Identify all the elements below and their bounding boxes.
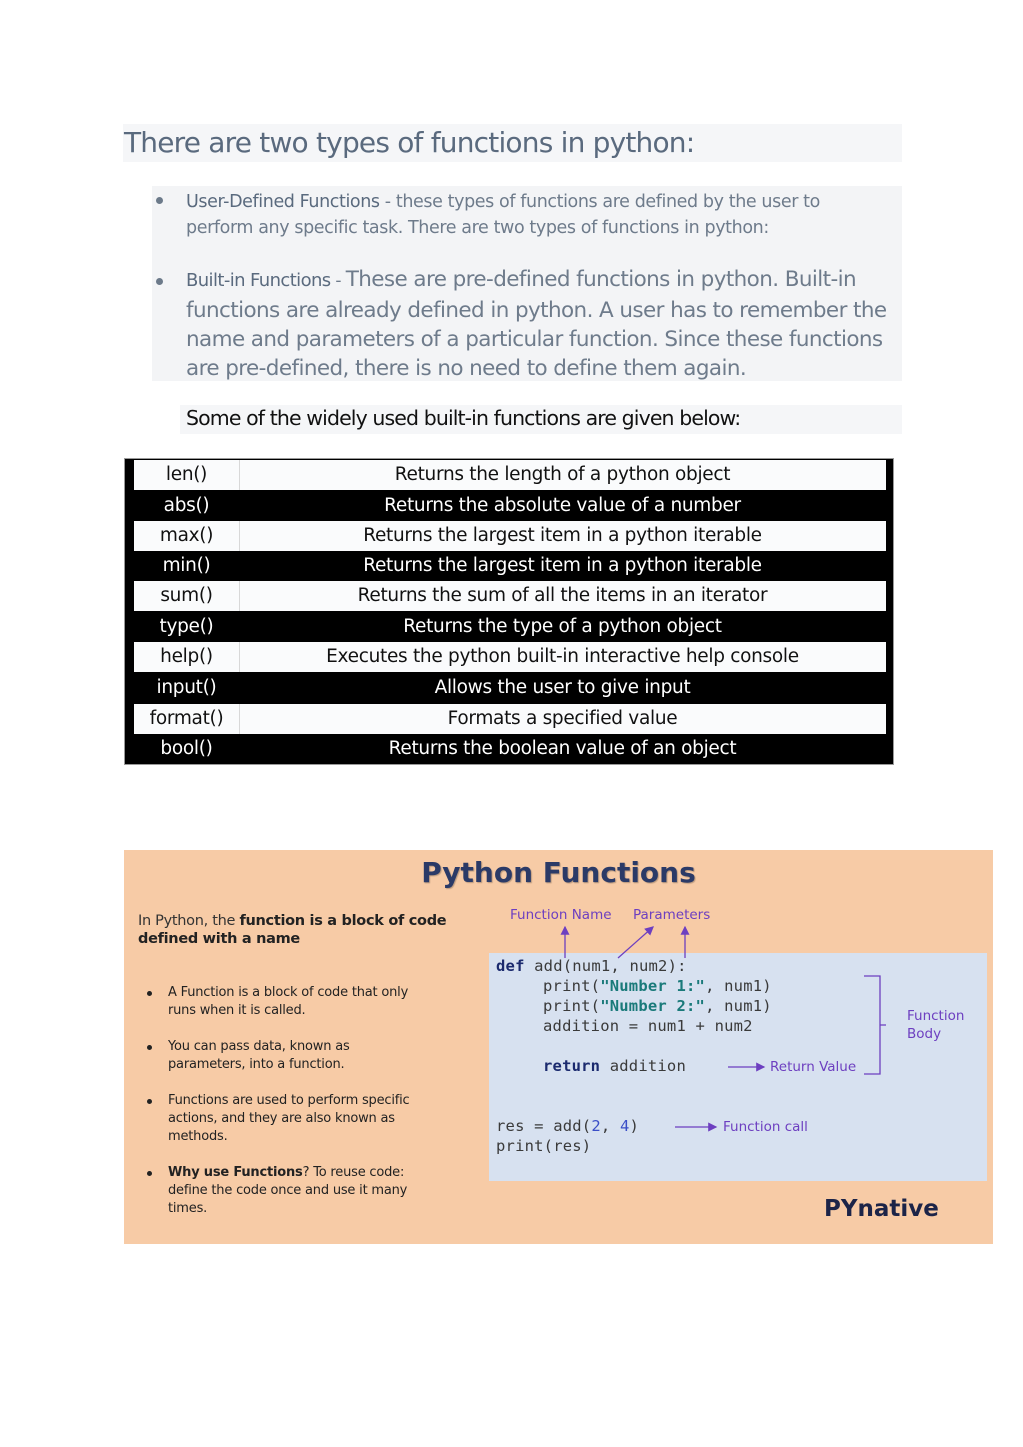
label-function-name: Function Name xyxy=(510,907,612,923)
bullet-text: these types of functions are defined by the user to perform any specific task. There are two types of functions in python: xyxy=(186,192,820,238)
function-name: bool() xyxy=(160,738,213,759)
code-fn: print( xyxy=(543,977,601,995)
infographic-title: Python Functions xyxy=(421,856,696,889)
code-res-mid: , xyxy=(600,1117,620,1135)
function-name: len() xyxy=(134,460,240,490)
function-desc: Returns the largest item in a python iterable xyxy=(363,555,762,576)
code-fn: print( xyxy=(543,997,601,1015)
table-row xyxy=(134,491,886,521)
intro-bold: function is a block of code defined with a name xyxy=(138,913,447,947)
function-desc: Returns the type of a python object xyxy=(403,616,722,637)
bullet-term: Built-in Functions xyxy=(186,270,331,291)
bullet-text: These are pre-defined functions in python. Built-in functions are already defined in python. A user has to remember the name and parameters of a particular function. Since these functions are pre-defined, there is no need to define them again. xyxy=(186,267,887,381)
table-row xyxy=(134,521,886,551)
keyword-def: def xyxy=(496,957,525,975)
function-name: sum() xyxy=(134,581,240,611)
code-return-rest: addition xyxy=(600,1057,686,1075)
bullet-dot xyxy=(156,197,163,204)
label-parameters: Parameters xyxy=(633,907,711,923)
point-text: You can pass data, known as parameters, into a function. xyxy=(168,1039,350,1072)
function-name: max() xyxy=(134,521,240,551)
function-name: type() xyxy=(159,616,214,637)
function-desc: Returns the length of a python object xyxy=(394,464,731,485)
label-function-body-1: Function xyxy=(907,1008,965,1024)
python-functions-infographic xyxy=(124,850,993,1244)
bullet-user-defined xyxy=(186,189,891,241)
functions-table xyxy=(124,458,894,765)
bullet-built-in xyxy=(186,265,891,383)
function-name: min() xyxy=(162,555,211,576)
function-desc: Executes the python built-in interactive help console xyxy=(326,646,799,667)
code-rest: , num1) xyxy=(705,997,772,1015)
intro-plain: In Python, the xyxy=(138,913,240,929)
function-desc: Allows the user to give input xyxy=(434,677,691,698)
function-name: format() xyxy=(134,704,240,734)
code-string: "Number 1:" xyxy=(600,977,706,995)
table-row xyxy=(134,581,886,611)
label-function-call: Function call xyxy=(723,1119,808,1135)
code-res-post: ) xyxy=(629,1117,640,1135)
function-desc: Returns the largest item in a python iterable xyxy=(363,525,762,546)
brand-logo-text: PYnative xyxy=(824,1196,939,1222)
bullet-term: User-Defined Functions xyxy=(186,192,380,212)
function-name: abs() xyxy=(163,495,210,516)
label-function-body-2: Body xyxy=(907,1026,942,1042)
code-rest: , num1) xyxy=(705,977,772,995)
subheading: Some of the widely used built-in functions are given below: xyxy=(186,406,741,430)
bullet-sep: - xyxy=(379,192,396,212)
function-desc: Formats a specified value xyxy=(447,708,678,729)
bullet-dot xyxy=(156,278,163,285)
table-row xyxy=(134,734,886,764)
page-heading: There are two types of functions in python: xyxy=(124,126,695,159)
code-res-pre: res = add( xyxy=(496,1117,592,1135)
point-bold: Why use Functions xyxy=(168,1165,303,1180)
table-row xyxy=(134,460,886,490)
point-text: ? To reuse code: define the code once and use it many times. xyxy=(168,1165,408,1216)
code-line-print-res: print(res) xyxy=(496,1137,592,1155)
function-name: input() xyxy=(156,677,217,698)
annotation-arrows xyxy=(124,850,993,1244)
table-row xyxy=(134,642,886,672)
table-row xyxy=(134,704,886,734)
code-number: 4 xyxy=(619,1117,630,1135)
bullet-sep: - xyxy=(330,271,346,291)
table-row xyxy=(134,551,886,581)
point-text: Functions are used to perform specific actions, and they are also known as methods. xyxy=(168,1093,410,1144)
code-line-addition: addition = num1 + num2 xyxy=(543,1017,753,1035)
code-number: 2 xyxy=(591,1117,601,1135)
code-string: "Number 2:" xyxy=(600,997,706,1015)
table-row xyxy=(134,673,886,703)
label-return-value: Return Value xyxy=(770,1059,857,1075)
function-desc: Returns the boolean value of an object xyxy=(388,738,737,759)
function-desc: Returns the sum of all the items in an iterator xyxy=(357,585,768,606)
point-text: A Function is a block of code that only runs when it is called. xyxy=(168,985,409,1018)
function-name: help() xyxy=(134,642,240,672)
function-desc: Returns the absolute value of a number xyxy=(384,495,741,516)
code-signature: add(num1, num2): xyxy=(524,957,687,975)
table-row xyxy=(134,612,886,642)
keyword-return: return xyxy=(543,1057,601,1075)
